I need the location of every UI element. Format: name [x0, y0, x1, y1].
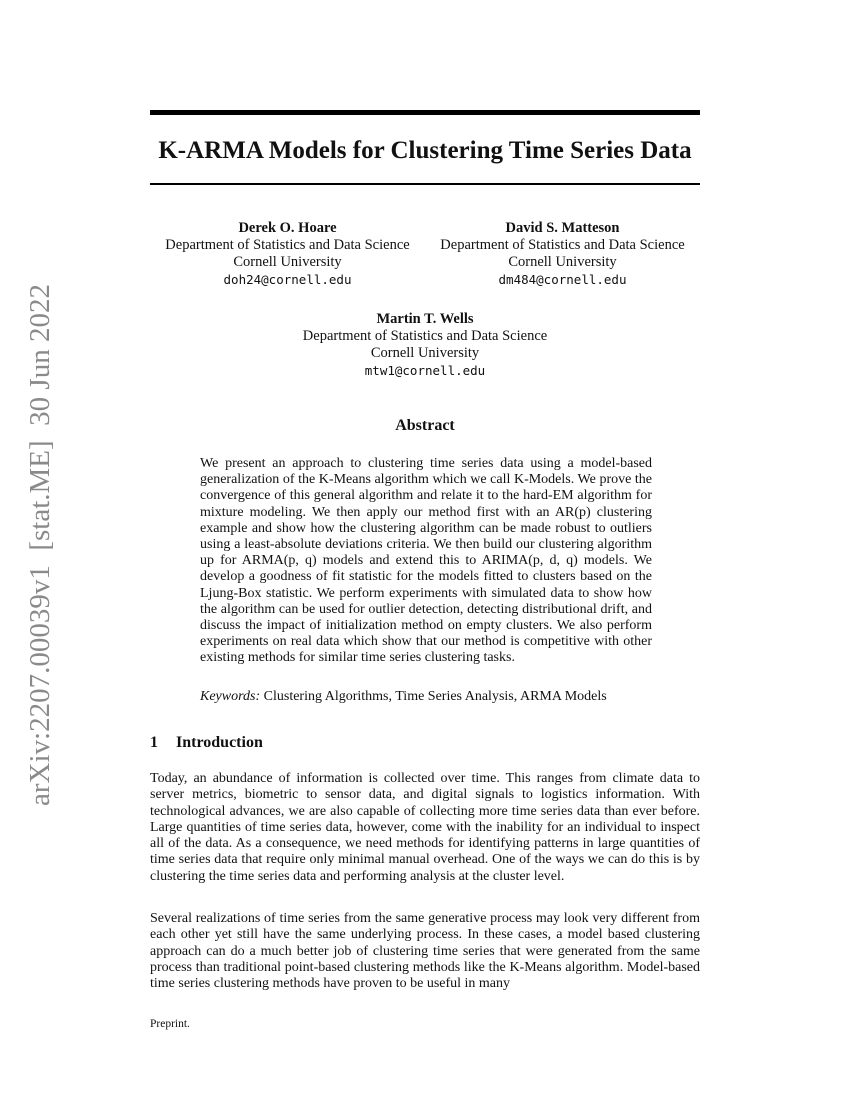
section-title: Introduction [176, 734, 263, 751]
body-paragraph: Several realizations of time series from the same generative process may look very different from each other yet still have the same underlying process. In these cases, a model based clustering approach can do a much better job of clustering time series that were generated from the same process than traditional point-based clustering methods like the K-Means algorithm. Model-based time series clustering methods have proven to be useful in many [150, 911, 700, 992]
author-department: Department of Statistics and Data Science [302, 328, 548, 344]
abstract-body [200, 456, 652, 667]
author-name: Derek O. Hoare [238, 220, 337, 236]
keywords-line [200, 689, 652, 705]
author-name: Martin T. Wells [376, 311, 474, 327]
author-university: Cornell University [370, 345, 480, 361]
title-top-rule [150, 110, 700, 115]
keywords-label: Keywords: [200, 689, 261, 704]
footer-note: Preprint. [150, 1018, 190, 1030]
section-number: 1 [150, 734, 158, 751]
author-department: Department of Statistics and Data Science [165, 237, 410, 253]
paper-title: K-ARMA Models for Clustering Time Series Data [158, 137, 692, 164]
title-bottom-rule [150, 183, 700, 185]
arxiv-category: [stat.ME] [24, 440, 56, 551]
author-block [430, 220, 695, 288]
arxiv-date: 30 Jun 2022 [24, 284, 56, 426]
author-university: Cornell University [508, 254, 617, 270]
author-email[interactable]: dm484@cornell.edu [498, 272, 627, 287]
author-university: Cornell University [233, 254, 342, 270]
arxiv-id: arXiv:2207.00039v1 [24, 565, 56, 806]
author-block [275, 311, 575, 379]
section-heading [150, 734, 263, 752]
author-department: Department of Statistics and Data Science [440, 237, 685, 253]
author-block [155, 220, 420, 288]
body-paragraph: Today, an abundance of information is collected over time. This ranges from climate data to server metrics, biometric to sensor data, and digital signals to logistics information. With technological advances, we are also capable of collecting more time series data than ever before. Large quantities of time series data, however, come with the inability for an individual to inspect all of the data. As a consequence, we need methods for identifying patterns in large quantities of time series data that require only minimal manual overhead. One of the ways we can do this is by clustering the time series data and performing analysis at the cluster level. [150, 771, 700, 884]
arxiv-margin-stamp [23, 265, 57, 825]
author-email[interactable]: mtw1@cornell.edu [364, 363, 486, 378]
abstract-text: We present an approach to clustering time series data using a model-based generalization of the K-Means algorithm which we call K-Models. We prove the convergence of this general algorithm and relate it to the hard-EM algorithm for mixture modeling. We then apply our method first with an AR(p) clustering example and show how the clustering algorithm can be made robust to outliers using a least-absolute deviations criteria. We then build our clustering algorithm up for ARMA(p, q) models and extend this to ARIMA(p, d, q) models. We develop a goodness of fit statistic for the models fitted to clusters based on the Ljung-Box statistic. We perform experiments with simulated data to show how the algorithm can be used for outlier detection, detecting distributional drift, and discuss the impact of initialization method on empty clusters. We also perform experiments on real data which show that our method is competitive with other existing methods for similar time series clustering tasks. [200, 456, 652, 666]
author-email[interactable]: doh24@cornell.edu [223, 272, 352, 287]
author-name: David S. Matteson [505, 220, 620, 236]
keywords-list: Clustering Algorithms, Time Series Analysis, ARMA Models [263, 689, 607, 704]
abstract-heading: Abstract [395, 417, 455, 434]
